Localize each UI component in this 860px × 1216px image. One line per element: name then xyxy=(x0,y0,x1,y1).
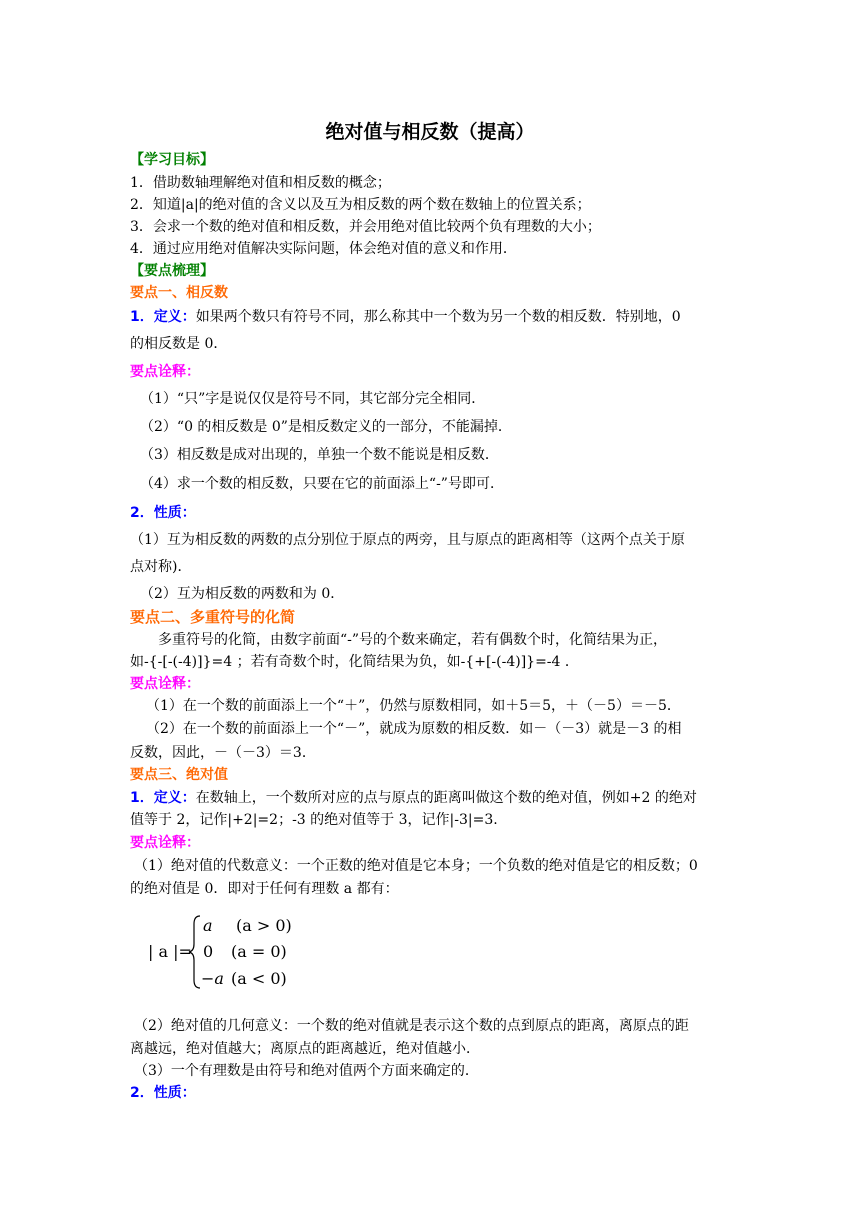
page-title: 绝对值与相反数（提高） xyxy=(325,121,535,143)
point2-heading: 要点二、多重符号的化简 xyxy=(130,608,296,626)
point1-def-label: 1．定义： xyxy=(130,309,196,325)
point1-def-text: 如果两个数只有符号不同，那么称其中一个数为另一个数的相反数．特别地，0 xyxy=(195,309,681,325)
goal-item-3: 3．会求一个数的绝对值和相反数，并会用绝对值比较两个负有理数的大小； xyxy=(130,219,601,235)
point3-note-2b: 离越远，绝对值越大；离原点的距离越近，绝对值越小． xyxy=(130,1041,480,1057)
point1-heading: 要点一、相反数 xyxy=(130,285,228,301)
formula-case-1-value: a xyxy=(203,916,213,935)
formula-case-2-value: 0 xyxy=(203,942,214,961)
point3-prop-label: 2．性质： xyxy=(130,1085,196,1101)
goals-heading: 【学习目标】 xyxy=(130,152,214,168)
formula-lhs: | a |= xyxy=(148,942,192,961)
goal-item-1: 1．借助数轴理解绝对值和相反数的概念； xyxy=(130,175,391,191)
absolute-value-formula xyxy=(148,912,348,992)
point3-note-2: （2）绝对值的几何意义：一个数的绝对值就是表示这个数的点到原点的距离，离原点的距 xyxy=(134,1018,689,1034)
goal-item-2: 2．知道|a|的绝对值的含义以及互为相反数的两个数在数轴上的位置关系； xyxy=(130,197,591,213)
point3-note-1b: 的绝对值是 0．即对于任何有理数 a 都有： xyxy=(130,881,399,897)
point1-prop-2: （2）互为相反数的两数和为 0． xyxy=(140,586,345,602)
point1-note-1: （1）“只”字是说仅仅是符号不同，其它部分完全相同． xyxy=(140,391,486,407)
point2-line-1: 多重符号的化简，由数字前面“-”号的个数来确定，若有偶数个时，化简结果为正， xyxy=(158,632,668,648)
formula-case-3-condition: (a < 0) xyxy=(231,969,287,988)
point3-def-line2: 值等于 2，记作|+2|=2；-3 的绝对值等于 3，记作|-3|=3. xyxy=(130,812,498,828)
point1-note-2: （2）“0 的相反数是 0”是相反数定义的一部分，不能漏掉． xyxy=(140,419,512,435)
point2-note-2: （2）在一个数的前面添上一个“－”，就成为原数的相反数．如－（－3）就是－3 的相 xyxy=(146,721,682,737)
piecewise-formula-svg xyxy=(148,912,348,992)
formula-brace xyxy=(189,916,200,988)
point2-note-2b: 反数，因此，－（－3）＝3． xyxy=(130,745,316,761)
point3-note-3: （3）一个有理数是由符号和绝对值两个方面来确定的． xyxy=(134,1063,479,1079)
point1-prop-1: （1）互为相反数的两数的点分别位于原点的两旁，且与原点的距离相等（这两个点关于原 xyxy=(130,532,685,548)
point1-definition xyxy=(130,308,681,326)
point1-prop-label: 2．性质： xyxy=(130,505,196,521)
point2-note-label: 要点诠释： xyxy=(130,676,200,692)
formula-case-1-condition: (a > 0) xyxy=(236,916,292,935)
point3-note-1: （1）绝对值的代数意义：一个正数的绝对值是它本身；一个负数的绝对值是它的相反数；0 xyxy=(134,858,698,874)
point3-def-text: 在数轴上，一个数所对应的点与原点的距离叫做这个数的绝对值，例如+2 的绝对 xyxy=(195,790,697,806)
summary-heading: 【要点梳理】 xyxy=(130,263,214,279)
point3-heading: 要点三、绝对值 xyxy=(130,767,228,783)
point2-line-2: 如-{-[-(-4)]}=4 ；若有奇数个时，化简结果为负，如-{+[-(-4)]}=-4 ． xyxy=(130,654,579,670)
point3-note-label: 要点诠释： xyxy=(130,835,200,851)
point1-prop-1b: 点对称)． xyxy=(130,559,192,575)
goal-item-4: 4．通过应用绝对值解决实际问题，体会绝对值的意义和作用． xyxy=(130,241,517,257)
point1-def-line2: 的相反数是 0． xyxy=(130,336,228,352)
point3-definition xyxy=(130,789,697,807)
point1-note-label: 要点诠释： xyxy=(130,364,200,380)
point3-def-label: 1．定义： xyxy=(130,790,196,806)
point2-note-1: （1）在一个数的前面添上一个“＋”，仍然与原数相同，如＋5＝5，＋（－5）＝－5． xyxy=(146,698,681,714)
formula-case-2-condition: (a = 0) xyxy=(231,942,287,961)
formula-case-3-value: −a xyxy=(201,969,224,988)
point1-note-4: （4）求一个数的相反数，只要在它的前面添上“-”号即可． xyxy=(140,476,504,492)
point1-note-3: （3）相反数是成对出现的，单独一个数不能说是相反数． xyxy=(140,447,499,463)
